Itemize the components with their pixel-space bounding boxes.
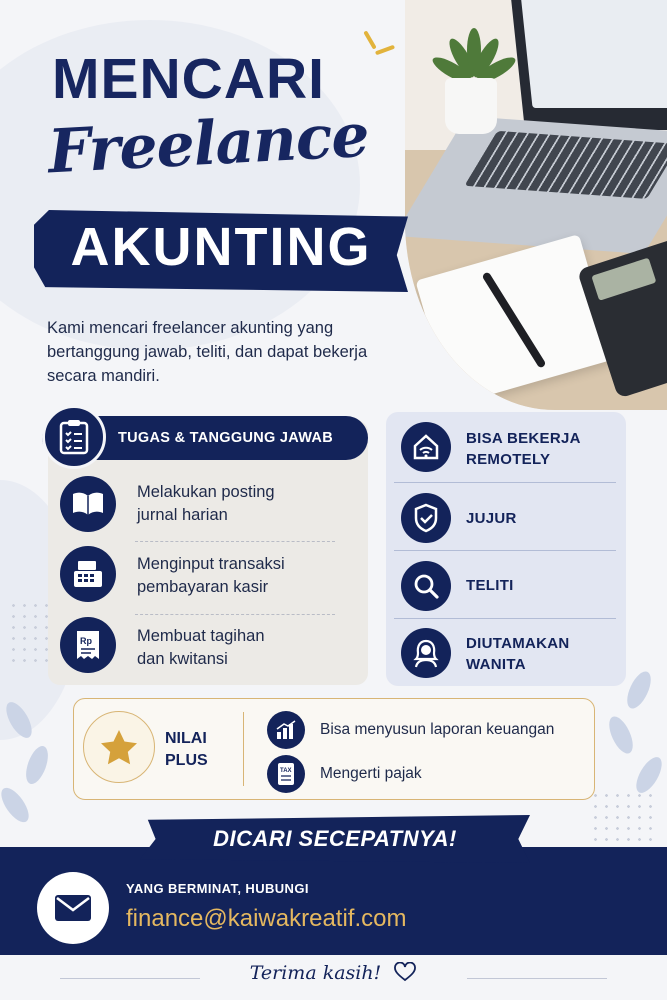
shield-check-icon [401, 493, 451, 543]
book-icon [60, 476, 116, 532]
plus-item-text: Mengerti pajak [320, 765, 422, 782]
duty-text-line: Melakukan posting [137, 483, 275, 501]
growth-chart-icon [267, 711, 305, 749]
divider [394, 550, 616, 551]
closing-label: Terima kasih! [249, 962, 382, 984]
duty-text-line: dan kwitansi [137, 650, 228, 668]
divider [135, 541, 335, 542]
home-wifi-icon [401, 422, 451, 472]
contact-email-link[interactable]: finance@kaiwakreatif.com [126, 905, 407, 932]
heart-icon [393, 962, 417, 982]
tax-icon-text: TAX [280, 768, 292, 774]
closing-text [0, 962, 667, 984]
headline-mencari: MENCARI [52, 47, 325, 111]
envelope-icon [37, 872, 109, 944]
duty-item [137, 625, 337, 671]
quality-text-line: BISA BEKERJA [466, 430, 581, 447]
headline-akunting: AKUNTING [70, 217, 372, 277]
plus-item-text: Bisa menyusun laporan keuangan [320, 721, 555, 738]
divider [135, 614, 335, 615]
star-icon [83, 711, 155, 783]
duty-text-line: Menginput transaksi [137, 555, 285, 573]
leaf-decoration [22, 743, 53, 787]
duties-title: TUGAS & TANGGUNG JAWAB [118, 430, 333, 446]
leaf-decoration [604, 713, 637, 757]
tax-document-icon [267, 755, 305, 793]
plus-title-line: PLUS [165, 752, 208, 769]
urgent-banner-text: DICARI SECEPATNYA! [213, 826, 457, 851]
leaf-decoration [622, 668, 655, 712]
invoice-icon-text: Rp [80, 636, 92, 646]
plus-title-line: NILAI [165, 730, 207, 747]
quality-text-line: WANITA [466, 656, 526, 673]
intro-text: Kami mencari freelancer akunting yang bertanggung jawab, teliti, dan dapat bekerja secara mandiri. [47, 319, 368, 385]
quality-text-line: REMOTELY [466, 451, 551, 468]
laptop-illustration [509, 0, 667, 130]
plant-illustration [445, 78, 497, 134]
divider [394, 482, 616, 483]
quality-text-line: DIUTAMAKAN [466, 635, 570, 652]
duty-text-line: pembayaran kasir [137, 578, 269, 596]
duty-text-line: jurnal harian [137, 506, 228, 524]
desk-photo [405, 0, 667, 410]
duty-item [137, 553, 337, 599]
quality-item [466, 428, 581, 470]
quality-item: TELITI [466, 577, 514, 594]
duty-text-line: Membuat tagihan [137, 627, 265, 645]
quality-item: JUJUR [466, 510, 517, 527]
leaf-decoration [0, 783, 34, 826]
duty-item [137, 481, 337, 527]
magnifier-icon [401, 561, 451, 611]
contact-label: YANG BERMINAT, HUBUNGI [126, 881, 309, 896]
quality-item [466, 633, 570, 675]
divider [243, 712, 244, 786]
invoice-icon [60, 617, 116, 673]
plus-title [165, 728, 208, 772]
cash-register-icon [60, 546, 116, 602]
spark-decoration [375, 45, 395, 56]
divider [394, 618, 616, 619]
clipboard-icon [42, 405, 106, 469]
headline-freelance: Freelance [46, 100, 371, 188]
woman-icon [401, 628, 451, 678]
